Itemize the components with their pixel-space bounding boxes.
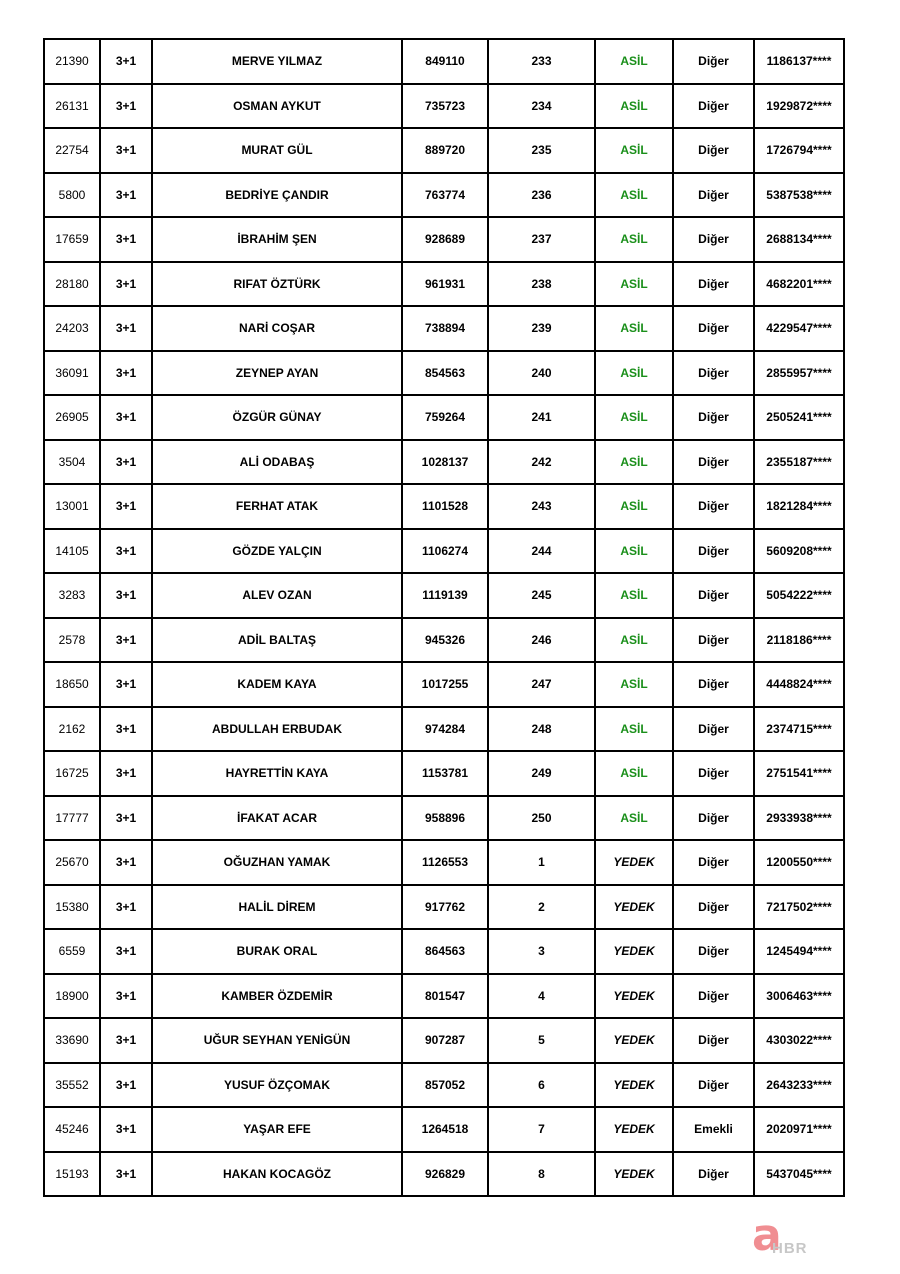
table-row xyxy=(44,440,844,485)
application-number-cell: 926829 xyxy=(402,1152,488,1197)
category-cell: Diğer xyxy=(673,885,754,930)
application-number-cell: 961931 xyxy=(402,262,488,307)
rank-cell: 249 xyxy=(488,751,595,796)
status-label: YEDEK xyxy=(613,855,655,870)
table-row xyxy=(44,1063,844,1108)
applicant-name-cell: HAYRETTİN KAYA xyxy=(152,751,402,796)
application-number-cell: 907287 xyxy=(402,1018,488,1063)
category-cell: Diğer xyxy=(673,974,754,1019)
applicant-number-cell: 21390 xyxy=(44,39,100,84)
results-table-body xyxy=(44,39,844,1196)
status-label: ASİL xyxy=(620,410,648,425)
table-row xyxy=(44,751,844,796)
applicant-name-cell: OSMAN AYKUT xyxy=(152,84,402,129)
application-number-cell: 738894 xyxy=(402,306,488,351)
table-row xyxy=(44,840,844,885)
application-number-cell: 1119139 xyxy=(402,573,488,618)
status-cell xyxy=(595,796,673,841)
applicant-name-cell: ABDULLAH ERBUDAK xyxy=(152,707,402,752)
house-type-cell: 3+1 xyxy=(100,1152,152,1197)
applicant-name-cell: BURAK ORAL xyxy=(152,929,402,974)
category-cell: Diğer xyxy=(673,529,754,574)
status-label: ASİL xyxy=(620,721,648,736)
applicant-name-cell: MURAT GÜL xyxy=(152,128,402,173)
rank-cell: 2 xyxy=(488,885,595,930)
applicant-number-cell: 6559 xyxy=(44,929,100,974)
applicant-number-cell: 36091 xyxy=(44,351,100,396)
applicant-number-cell: 35552 xyxy=(44,1063,100,1108)
rank-cell: 238 xyxy=(488,262,595,307)
applicant-number-cell: 17659 xyxy=(44,217,100,262)
status-label: ASİL xyxy=(620,232,648,247)
application-number-cell: 917762 xyxy=(402,885,488,930)
applicant-number-cell: 22754 xyxy=(44,128,100,173)
status-cell xyxy=(595,618,673,663)
table-row xyxy=(44,262,844,307)
category-cell: Diğer xyxy=(673,1152,754,1197)
application-number-cell: 759264 xyxy=(402,395,488,440)
rank-cell: 246 xyxy=(488,618,595,663)
table-row xyxy=(44,84,844,129)
house-type-cell: 3+1 xyxy=(100,796,152,841)
status-label: YEDEK xyxy=(613,944,655,959)
applicant-name-cell: UĞUR SEYHAN YENİGÜN xyxy=(152,1018,402,1063)
application-number-cell: 945326 xyxy=(402,618,488,663)
table-row xyxy=(44,885,844,930)
status-label: ASİL xyxy=(620,276,648,291)
rank-cell: 236 xyxy=(488,173,595,218)
status-label: ASİL xyxy=(620,632,648,647)
application-number-cell: 763774 xyxy=(402,173,488,218)
application-number-cell: 857052 xyxy=(402,1063,488,1108)
masked-id-cell: 1245494**** xyxy=(754,929,844,974)
category-cell: Diğer xyxy=(673,39,754,84)
applicant-number-cell: 28180 xyxy=(44,262,100,307)
house-type-cell: 3+1 xyxy=(100,1063,152,1108)
category-cell: Diğer xyxy=(673,1018,754,1063)
masked-id-cell: 5054222**** xyxy=(754,573,844,618)
status-cell xyxy=(595,974,673,1019)
masked-id-cell: 5437045**** xyxy=(754,1152,844,1197)
application-number-cell: 801547 xyxy=(402,974,488,1019)
house-type-cell: 3+1 xyxy=(100,306,152,351)
applicant-name-cell: NARİ COŞAR xyxy=(152,306,402,351)
masked-id-cell: 5609208**** xyxy=(754,529,844,574)
masked-id-cell: 1929872**** xyxy=(754,84,844,129)
masked-id-cell: 2118186**** xyxy=(754,618,844,663)
table-row xyxy=(44,1152,844,1197)
application-number-cell: 1028137 xyxy=(402,440,488,485)
status-cell xyxy=(595,1018,673,1063)
rank-cell: 4 xyxy=(488,974,595,1019)
applicant-number-cell: 33690 xyxy=(44,1018,100,1063)
rank-cell: 239 xyxy=(488,306,595,351)
category-cell: Diğer xyxy=(673,929,754,974)
status-cell xyxy=(595,1152,673,1197)
masked-id-cell: 2933938**** xyxy=(754,796,844,841)
house-type-cell: 3+1 xyxy=(100,173,152,218)
table-row xyxy=(44,707,844,752)
masked-id-cell: 4303022**** xyxy=(754,1018,844,1063)
table-row xyxy=(44,1018,844,1063)
table-row xyxy=(44,662,844,707)
rank-cell: 5 xyxy=(488,1018,595,1063)
application-number-cell: 928689 xyxy=(402,217,488,262)
table-row xyxy=(44,618,844,663)
applicant-name-cell: İBRAHİM ŞEN xyxy=(152,217,402,262)
table-row xyxy=(44,529,844,574)
status-cell xyxy=(595,1063,673,1108)
applicant-name-cell: ALİ ODABAŞ xyxy=(152,440,402,485)
status-label: ASİL xyxy=(620,543,648,558)
application-number-cell: 854563 xyxy=(402,351,488,396)
status-cell xyxy=(595,84,673,129)
masked-id-cell: 2374715**** xyxy=(754,707,844,752)
table-row xyxy=(44,796,844,841)
applicant-number-cell: 25670 xyxy=(44,840,100,885)
applicant-name-cell: HAKAN KOCAGÖZ xyxy=(152,1152,402,1197)
table-row xyxy=(44,128,844,173)
rank-cell: 235 xyxy=(488,128,595,173)
house-type-cell: 3+1 xyxy=(100,1107,152,1152)
status-cell xyxy=(595,440,673,485)
applicant-name-cell: RIFAT ÖZTÜRK xyxy=(152,262,402,307)
house-type-cell: 3+1 xyxy=(100,840,152,885)
applicant-name-cell: BEDRİYE ÇANDIR xyxy=(152,173,402,218)
rank-cell: 245 xyxy=(488,573,595,618)
table-row xyxy=(44,306,844,351)
status-label: YEDEK xyxy=(613,988,655,1003)
applicant-number-cell: 15193 xyxy=(44,1152,100,1197)
category-cell: Diğer xyxy=(673,751,754,796)
status-cell xyxy=(595,262,673,307)
status-label: ASİL xyxy=(620,588,648,603)
application-number-cell: 1264518 xyxy=(402,1107,488,1152)
applicant-name-cell: HALİL DİREM xyxy=(152,885,402,930)
rank-cell: 244 xyxy=(488,529,595,574)
masked-id-cell: 4682201**** xyxy=(754,262,844,307)
masked-id-cell: 2688134**** xyxy=(754,217,844,262)
status-cell xyxy=(595,840,673,885)
applicant-number-cell: 14105 xyxy=(44,529,100,574)
application-number-cell: 958896 xyxy=(402,796,488,841)
status-cell xyxy=(595,217,673,262)
status-cell xyxy=(595,39,673,84)
table-row xyxy=(44,217,844,262)
masked-id-cell: 1726794**** xyxy=(754,128,844,173)
table-row xyxy=(44,484,844,529)
application-number-cell: 864563 xyxy=(402,929,488,974)
applicant-number-cell: 26905 xyxy=(44,395,100,440)
category-cell: Diğer xyxy=(673,440,754,485)
house-type-cell: 3+1 xyxy=(100,618,152,663)
rank-cell: 1 xyxy=(488,840,595,885)
masked-id-cell: 7217502**** xyxy=(754,885,844,930)
category-cell: Diğer xyxy=(673,796,754,841)
rank-cell: 7 xyxy=(488,1107,595,1152)
applicant-name-cell: GÖZDE YALÇIN xyxy=(152,529,402,574)
masked-id-cell: 2643233**** xyxy=(754,1063,844,1108)
house-type-cell: 3+1 xyxy=(100,217,152,262)
application-number-cell: 735723 xyxy=(402,84,488,129)
rank-cell: 8 xyxy=(488,1152,595,1197)
application-number-cell: 1017255 xyxy=(402,662,488,707)
results-table-container xyxy=(43,38,843,1197)
masked-id-cell: 1186137**** xyxy=(754,39,844,84)
house-type-cell: 3+1 xyxy=(100,84,152,129)
application-number-cell: 1101528 xyxy=(402,484,488,529)
status-label: ASİL xyxy=(620,143,648,158)
results-table xyxy=(43,38,845,1197)
masked-id-cell: 2020971**** xyxy=(754,1107,844,1152)
table-row xyxy=(44,351,844,396)
house-type-cell: 3+1 xyxy=(100,1018,152,1063)
applicant-name-cell: FERHAT ATAK xyxy=(152,484,402,529)
application-number-cell: 1126553 xyxy=(402,840,488,885)
category-cell: Diğer xyxy=(673,84,754,129)
status-label: ASİL xyxy=(620,54,648,69)
status-label: YEDEK xyxy=(613,1166,655,1181)
category-cell: Diğer xyxy=(673,707,754,752)
application-number-cell: 849110 xyxy=(402,39,488,84)
application-number-cell: 889720 xyxy=(402,128,488,173)
status-cell xyxy=(595,484,673,529)
applicant-name-cell: ZEYNEP AYAN xyxy=(152,351,402,396)
masked-id-cell: 2855957**** xyxy=(754,351,844,396)
applicant-number-cell: 13001 xyxy=(44,484,100,529)
house-type-cell: 3+1 xyxy=(100,395,152,440)
applicant-name-cell: ADİL BALTAŞ xyxy=(152,618,402,663)
status-cell xyxy=(595,173,673,218)
applicant-number-cell: 24203 xyxy=(44,306,100,351)
table-row xyxy=(44,173,844,218)
application-number-cell: 1106274 xyxy=(402,529,488,574)
applicant-name-cell: YAŞAR EFE xyxy=(152,1107,402,1152)
application-number-cell: 974284 xyxy=(402,707,488,752)
status-cell xyxy=(595,351,673,396)
category-cell: Diğer xyxy=(673,662,754,707)
applicant-number-cell: 45246 xyxy=(44,1107,100,1152)
masked-id-cell: 2505241**** xyxy=(754,395,844,440)
masked-id-cell: 3006463**** xyxy=(754,974,844,1019)
status-label: ASİL xyxy=(620,365,648,380)
status-label: ASİL xyxy=(620,454,648,469)
table-row xyxy=(44,1107,844,1152)
applicant-name-cell: KAMBER ÖZDEMİR xyxy=(152,974,402,1019)
applicant-number-cell: 2162 xyxy=(44,707,100,752)
status-cell xyxy=(595,885,673,930)
category-cell: Diğer xyxy=(673,1063,754,1108)
house-type-cell: 3+1 xyxy=(100,39,152,84)
status-label: ASİL xyxy=(620,499,648,514)
rank-cell: 237 xyxy=(488,217,595,262)
category-cell: Diğer xyxy=(673,306,754,351)
applicant-number-cell: 3283 xyxy=(44,573,100,618)
house-type-cell: 3+1 xyxy=(100,573,152,618)
rank-cell: 241 xyxy=(488,395,595,440)
table-row xyxy=(44,974,844,1019)
rank-cell: 248 xyxy=(488,707,595,752)
house-type-cell: 3+1 xyxy=(100,662,152,707)
masked-id-cell: 4448824**** xyxy=(754,662,844,707)
status-label: YEDEK xyxy=(613,1033,655,1048)
masked-id-cell: 2355187**** xyxy=(754,440,844,485)
rank-cell: 6 xyxy=(488,1063,595,1108)
status-cell xyxy=(595,573,673,618)
category-cell: Diğer xyxy=(673,573,754,618)
house-type-cell: 3+1 xyxy=(100,707,152,752)
masked-id-cell: 1821284**** xyxy=(754,484,844,529)
category-cell: Emekli xyxy=(673,1107,754,1152)
applicant-name-cell: YUSUF ÖZÇOMAK xyxy=(152,1063,402,1108)
house-type-cell: 3+1 xyxy=(100,885,152,930)
rank-cell: 250 xyxy=(488,796,595,841)
status-cell xyxy=(595,128,673,173)
rank-cell: 243 xyxy=(488,484,595,529)
house-type-cell: 3+1 xyxy=(100,440,152,485)
category-cell: Diğer xyxy=(673,351,754,396)
applicant-name-cell: ÖZGÜR GÜNAY xyxy=(152,395,402,440)
house-type-cell: 3+1 xyxy=(100,751,152,796)
applicant-number-cell: 18650 xyxy=(44,662,100,707)
status-cell xyxy=(595,662,673,707)
applicant-number-cell: 15380 xyxy=(44,885,100,930)
house-type-cell: 3+1 xyxy=(100,262,152,307)
application-number-cell: 1153781 xyxy=(402,751,488,796)
status-cell xyxy=(595,751,673,796)
category-cell: Diğer xyxy=(673,217,754,262)
status-label: ASİL xyxy=(620,187,648,202)
status-label: ASİL xyxy=(620,810,648,825)
table-row xyxy=(44,929,844,974)
applicant-number-cell: 18900 xyxy=(44,974,100,1019)
rank-cell: 233 xyxy=(488,39,595,84)
status-cell xyxy=(595,707,673,752)
masked-id-cell: 1200550**** xyxy=(754,840,844,885)
rank-cell: 234 xyxy=(488,84,595,129)
hbr-watermark-logo xyxy=(752,1210,882,1264)
house-type-cell: 3+1 xyxy=(100,351,152,396)
table-row xyxy=(44,395,844,440)
table-row xyxy=(44,39,844,84)
masked-id-cell: 4229547**** xyxy=(754,306,844,351)
category-cell: Diğer xyxy=(673,173,754,218)
rank-cell: 247 xyxy=(488,662,595,707)
applicant-number-cell: 17777 xyxy=(44,796,100,841)
rank-cell: 3 xyxy=(488,929,595,974)
status-label: ASİL xyxy=(620,321,648,336)
house-type-cell: 3+1 xyxy=(100,929,152,974)
applicant-number-cell: 2578 xyxy=(44,618,100,663)
applicant-number-cell: 5800 xyxy=(44,173,100,218)
category-cell: Diğer xyxy=(673,484,754,529)
applicant-number-cell: 26131 xyxy=(44,84,100,129)
status-label: YEDEK xyxy=(613,899,655,914)
masked-id-cell: 2751541**** xyxy=(754,751,844,796)
category-cell: Diğer xyxy=(673,262,754,307)
status-label: YEDEK xyxy=(613,1077,655,1092)
status-label: YEDEK xyxy=(613,1122,655,1137)
category-cell: Diğer xyxy=(673,618,754,663)
watermark-brand-text: HBR xyxy=(772,1240,808,1257)
status-label: ASİL xyxy=(620,766,648,781)
category-cell: Diğer xyxy=(673,840,754,885)
status-label: ASİL xyxy=(620,98,648,113)
applicant-name-cell: OĞUZHAN YAMAK xyxy=(152,840,402,885)
applicant-name-cell: İFAKAT ACAR xyxy=(152,796,402,841)
table-row xyxy=(44,573,844,618)
applicant-name-cell: ALEV OZAN xyxy=(152,573,402,618)
status-cell xyxy=(595,306,673,351)
applicant-number-cell: 3504 xyxy=(44,440,100,485)
status-cell xyxy=(595,395,673,440)
house-type-cell: 3+1 xyxy=(100,529,152,574)
status-cell xyxy=(595,529,673,574)
applicant-number-cell: 16725 xyxy=(44,751,100,796)
house-type-cell: 3+1 xyxy=(100,974,152,1019)
house-type-cell: 3+1 xyxy=(100,128,152,173)
category-cell: Diğer xyxy=(673,395,754,440)
applicant-name-cell: MERVE YILMAZ xyxy=(152,39,402,84)
rank-cell: 242 xyxy=(488,440,595,485)
status-label: ASİL xyxy=(620,677,648,692)
status-cell xyxy=(595,1107,673,1152)
status-cell xyxy=(595,929,673,974)
watermark-logo-letter: a xyxy=(752,1210,782,1261)
category-cell: Diğer xyxy=(673,128,754,173)
rank-cell: 240 xyxy=(488,351,595,396)
applicant-name-cell: KADEM KAYA xyxy=(152,662,402,707)
masked-id-cell: 5387538**** xyxy=(754,173,844,218)
house-type-cell: 3+1 xyxy=(100,484,152,529)
